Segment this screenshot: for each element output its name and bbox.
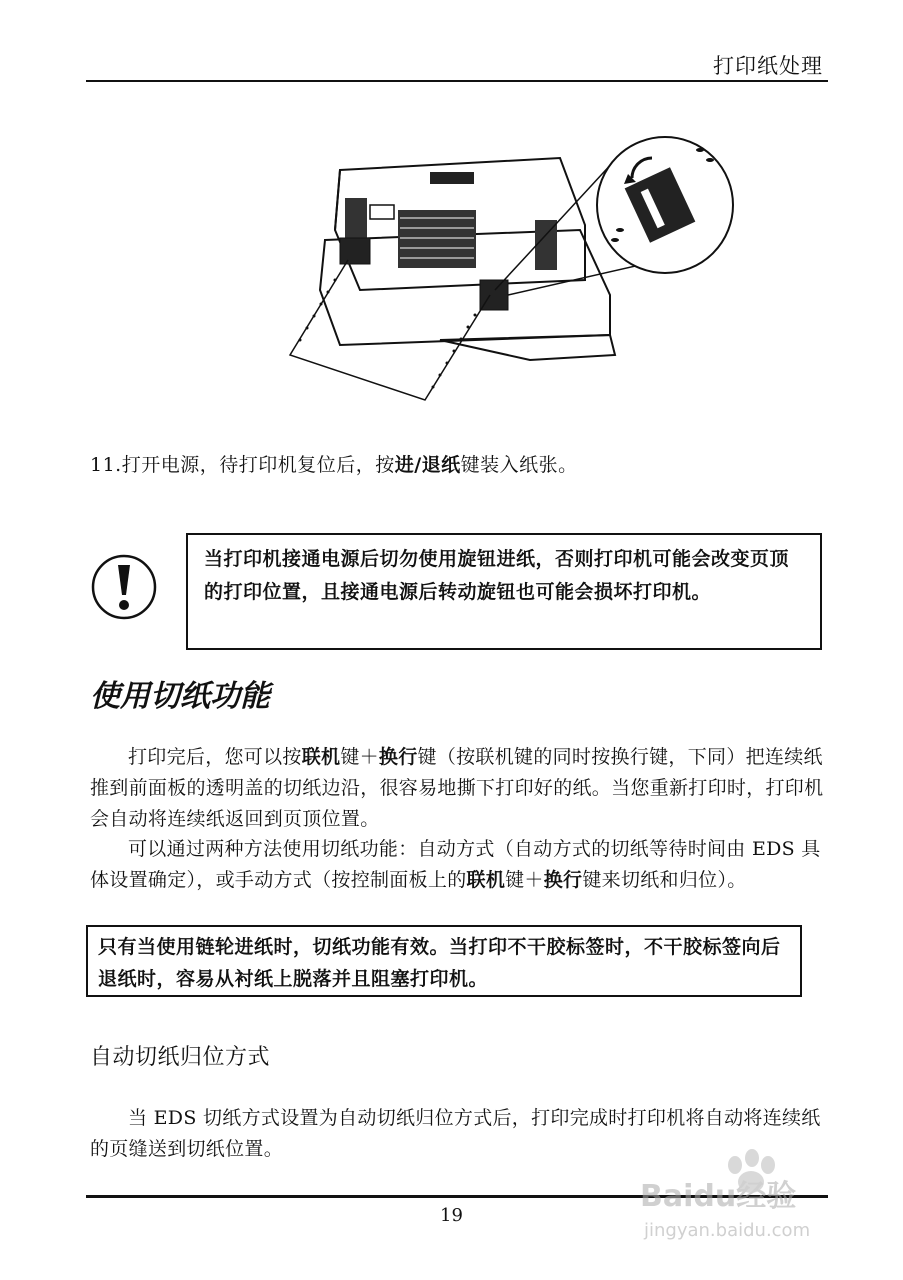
warning-box: 当打印机接通电源后切勿使用旋钮进纸，否则打印机可能会改变页顶的打印位置，且接通电源后转动旋钮也可能会损坏打印机。: [186, 533, 822, 650]
paragraph-2: [90, 834, 828, 896]
baidu-watermark: [640, 1140, 850, 1250]
step-11: [90, 450, 578, 477]
watermark-brand: Baidu经验: [640, 1179, 797, 1214]
feed-key-label: 进/退纸: [394, 454, 461, 476]
exclamation-circle-icon: [90, 553, 158, 621]
header-title: 打印纸处理: [713, 54, 823, 78]
watermark-url: jingyan.baidu.com: [644, 1220, 811, 1241]
paragraph-3: 当 EDS 切纸方式设置为自动切纸归位方式后，打印完成时打印机将自动将连续纸的页缝送到切纸位置。: [90, 1107, 821, 1160]
paragraph-1: [90, 742, 828, 835]
online-key-label: 联机: [466, 869, 506, 891]
p2-text-c: 键来切纸和归位）。: [582, 869, 747, 891]
online-key-label: 联机: [301, 746, 341, 768]
header-rule: [86, 80, 828, 82]
p2-text-b: 键＋: [505, 869, 544, 891]
section-title: 使用切纸功能: [90, 679, 270, 714]
p2-text-a: 可以通过两种方法使用切纸功能：自动方式（自动方式的切纸等待时间由 EDS 具体设置确定），或手动方式（按控制面板上的: [90, 838, 821, 891]
printer-illustration: [280, 130, 740, 420]
note-box: 只有当使用链轮进纸时，切纸功能有效。当打印不干胶标签时，不干胶标签向后退纸时，容易从衬纸上脱落并且阻塞打印机。: [86, 925, 802, 997]
p1-text-b: 键＋: [340, 746, 379, 768]
subsection-title: 自动切纸归位方式: [90, 1045, 271, 1070]
step-11-text-after: 键装入纸张。: [460, 454, 578, 476]
p1-text-c: 键（按联机键的同时按换行键，下同）把连续纸推到前面板的透明盖的切纸边沿，很容易地撕下打印好的纸。当您重新打印时，打印机会自动将连续纸返回到页顶位置。: [90, 746, 824, 830]
step-11-text-before: 11.打开电源，待打印机复位后，按: [90, 454, 395, 476]
linefeed-key-label: 换行: [543, 869, 583, 891]
linefeed-key-label: 换行: [378, 746, 418, 768]
page-number: 19: [440, 1205, 463, 1226]
p1-text-a: 打印完后，您可以按: [128, 746, 302, 768]
